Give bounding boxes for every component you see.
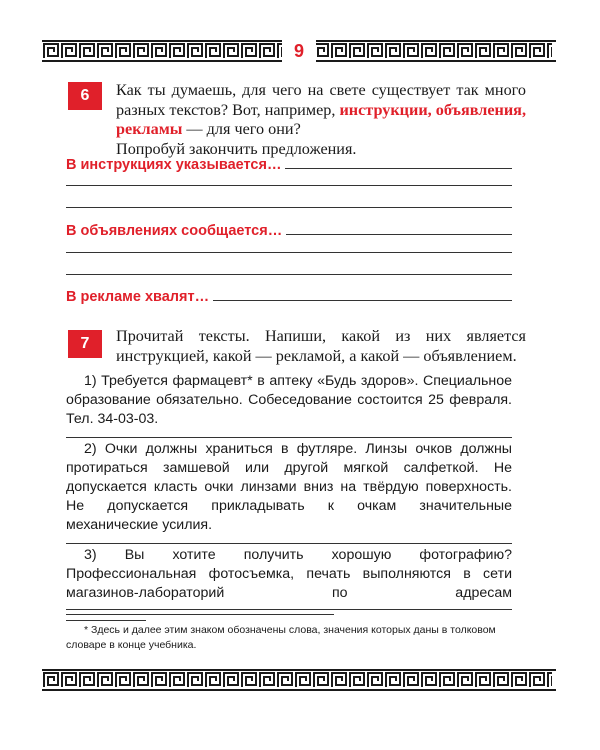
footnote-text: * Здесь и далее этим знаком обозначены слова, значения которых даны в толковом словаре в конце учебника. <box>66 624 496 651</box>
text-3: 3) Вы хотите получить хорошую фотографию? Профессиональная фотосъемка, печать выполняются в сети магазинов-лабораторий по адресам <box>66 547 512 601</box>
bottom-meander-border <box>42 669 556 691</box>
task-6-text <box>116 81 526 159</box>
task-7-instruction: Прочитай тексты. Напиши, какой из них является инструкцией, какой — рекламой, а какой — объявлением. <box>116 327 526 365</box>
answer-line[interactable] <box>66 185 512 186</box>
answer-line[interactable] <box>66 609 512 610</box>
task-6-text-part1: Как ты думаешь, для чего на свете существует так много разных текстов? Вот, например, <box>116 81 526 119</box>
task-6-highlight: инструкции, объявления, рекламы <box>116 100 526 138</box>
page-number-box <box>282 38 316 64</box>
footnote <box>66 623 526 653</box>
answer-line[interactable] <box>286 234 512 235</box>
page-number: 9 <box>293 41 304 61</box>
task-7-badge: 7 <box>68 330 102 358</box>
text-2: 2) Очки должны храниться в футляре. Линзы очков должны протираться замшевой или другой мягкой салфеткой. Не допускается класть очки линзами вниз на твёрдую поверхность. Не допускается прикладывать к очкам значительные механические усилия. <box>66 441 512 533</box>
answer-line[interactable] <box>213 300 512 301</box>
instructions-prompt: В инструкциях указывается… <box>66 157 282 173</box>
task-6-badge: 6 <box>68 82 102 110</box>
answer-line[interactable] <box>66 614 334 615</box>
answer-line[interactable] <box>66 274 512 275</box>
answer-line[interactable] <box>66 543 512 544</box>
advertising-prompt: В рекламе хвалят… <box>66 289 210 305</box>
task-6-text-part2: — для чего они? <box>182 120 301 138</box>
text-1: 1) Требуется фармацевт* в аптеку «Будь здоров». Специальное образование обязательно. Собеседование состоится 25 февраля. Тел. 34-03-03. <box>66 373 512 427</box>
task-6-instruction: Попробуй закончить предложения. <box>116 139 357 158</box>
instructions-prompt-row <box>66 153 512 173</box>
text-3-photo-ad <box>66 546 512 622</box>
task-7-text <box>116 327 526 366</box>
answer-line[interactable] <box>66 252 512 253</box>
answer-line[interactable] <box>66 207 512 208</box>
announcements-prompt-row <box>66 219 512 239</box>
advertising-prompt-row <box>66 285 512 305</box>
announcements-prompt: В объявлениях сообщается… <box>66 223 283 239</box>
answer-line[interactable] <box>66 437 512 438</box>
answer-line[interactable] <box>285 168 512 169</box>
text-1-job-ad <box>66 372 512 429</box>
text-2-glasses-instruction <box>66 440 512 535</box>
footnote-rule <box>66 620 146 621</box>
